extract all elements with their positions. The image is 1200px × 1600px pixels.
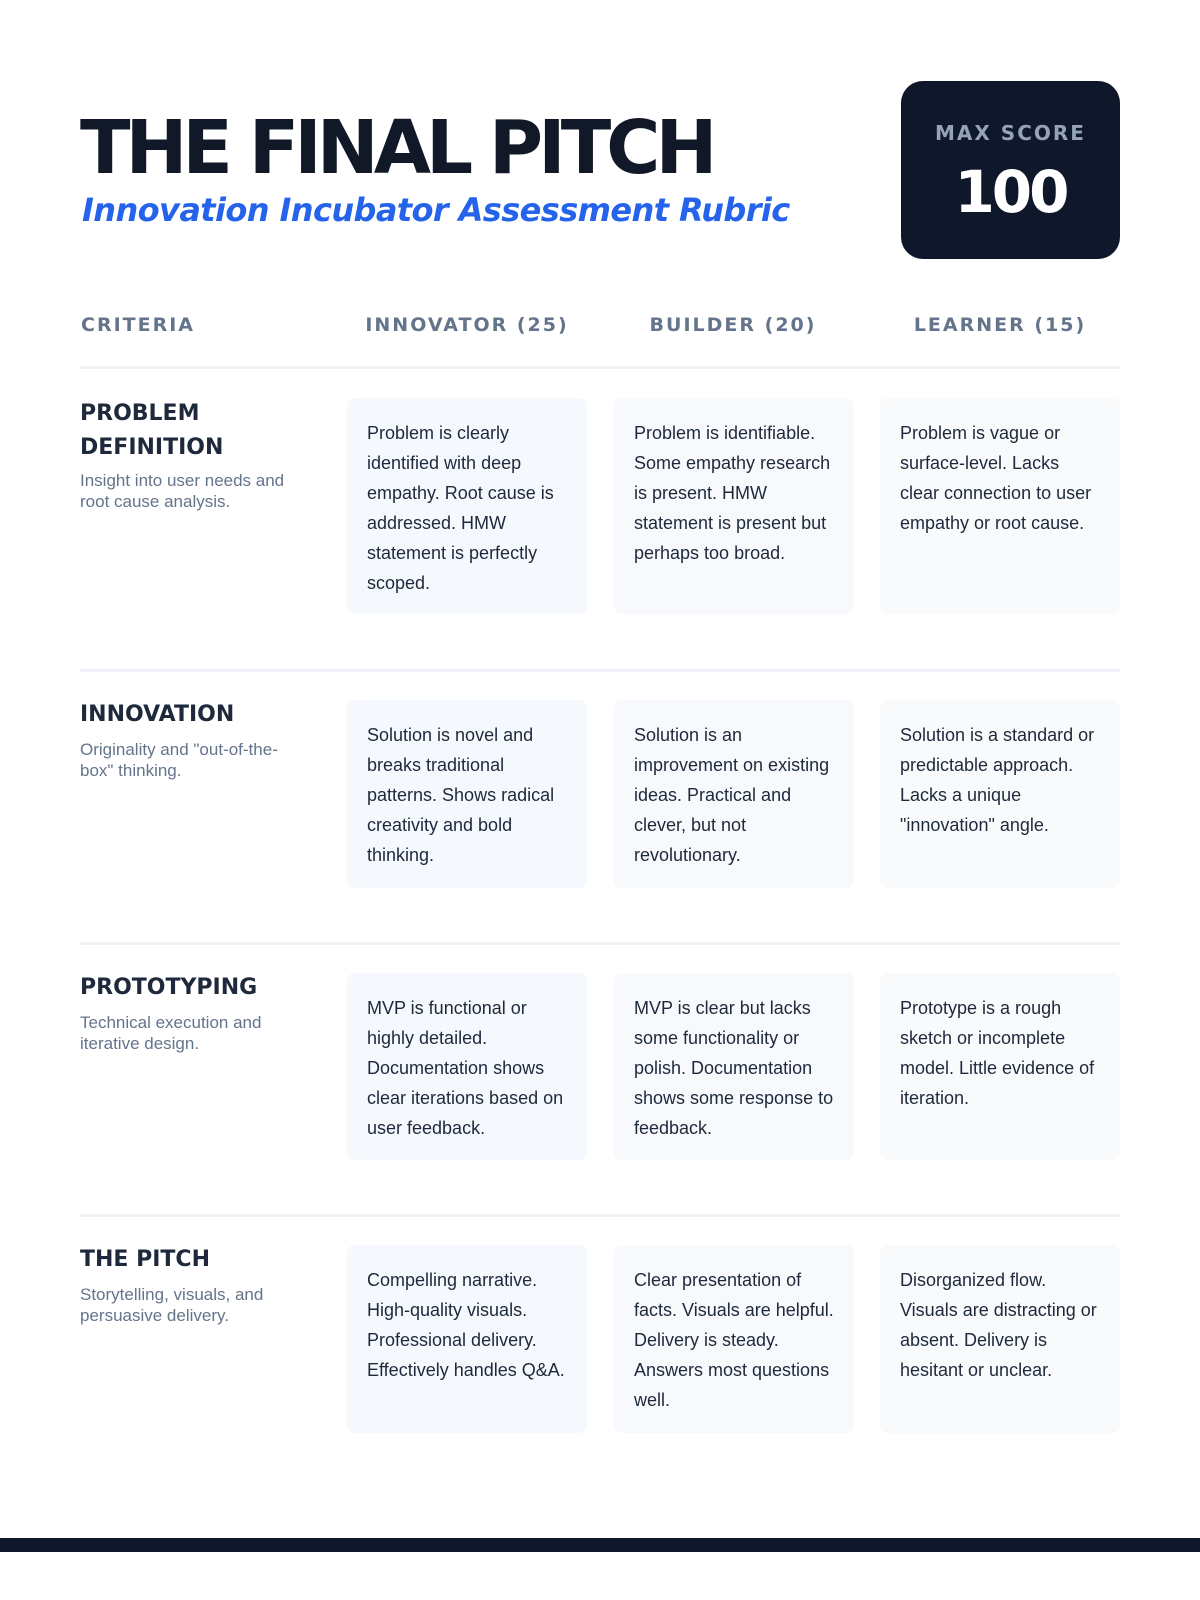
criterion-name: THE PITCH xyxy=(80,1247,210,1272)
criterion-description: Storytelling, visuals, and persuasive delivery. xyxy=(80,1285,264,1325)
rubric-cell-builder: Problem is identifiable. Some empathy research is present. HMW statement is present but perhaps too broad. xyxy=(614,398,854,614)
rubric-cell-learner: Problem is vague or surface-level. Lacks clear connection to user empathy or root cause. xyxy=(880,398,1120,614)
row-divider xyxy=(80,1214,1120,1217)
rubric-cell-innovator: Problem is clearly identified with deep empathy. Root cause is addressed. HMW statement is perfectly scoped. xyxy=(347,398,587,614)
criterion-description: Insight into user needs and root cause analysis. xyxy=(80,471,285,511)
criterion-name: PROBLEM DEFINITION xyxy=(80,401,224,460)
column-header-innovator: INNOVATOR (25) xyxy=(365,314,569,336)
rubric-cell-builder: MVP is clear but lacks some functionality or polish. Documentation shows some response to feedback. xyxy=(614,973,854,1160)
column-header-criteria: CRITERIA xyxy=(81,314,195,336)
max-score-badge xyxy=(901,81,1120,259)
rubric-cell-builder: Solution is an improvement on existing ideas. Practical and clever, but not revolutionary. xyxy=(614,700,854,888)
rubric-cell-builder: Clear presentation of facts. Visuals are helpful. Delivery is steady. Answers most questions well. xyxy=(614,1245,854,1433)
rubric-cell-innovator: Compelling narrative. High-quality visuals. Professional delivery. Effectively handles Q&A. xyxy=(347,1245,587,1433)
criterion-name: INNOVATION xyxy=(80,702,235,727)
page-subtitle: Innovation Incubator Assessment Rubric xyxy=(82,191,790,229)
criterion-name: PROTOTYPING xyxy=(80,975,258,1000)
row-divider xyxy=(80,942,1120,945)
rubric-cell-innovator: MVP is functional or highly detailed. Documentation shows clear iterations based on user feedback. xyxy=(347,973,587,1160)
max-score-value: 100 xyxy=(954,158,1067,226)
row-divider xyxy=(80,669,1120,672)
column-header-builder: BUILDER (20) xyxy=(649,314,817,336)
column-header-learner: LEARNER (15) xyxy=(913,314,1087,336)
footer-bar xyxy=(0,1538,1200,1552)
criterion-description: Technical execution and iterative design. xyxy=(80,1013,262,1053)
criterion-description: Originality and "out-of-the-box" thinking. xyxy=(80,740,278,780)
rubric-cell-innovator: Solution is novel and breaks traditional patterns. Shows radical creativity and bold thinking. xyxy=(347,700,587,888)
header-divider xyxy=(80,366,1120,369)
rubric-cell-learner: Solution is a standard or predictable approach. Lacks a unique "innovation" angle. xyxy=(880,700,1120,888)
rubric-cell-learner: Prototype is a rough sketch or incomplete model. Little evidence of iteration. xyxy=(880,973,1120,1160)
page-title: THE FINAL PITCH xyxy=(80,105,713,191)
rubric-cell-learner: Disorganized flow. Visuals are distracting or absent. Delivery is hesitant or unclear. xyxy=(880,1245,1120,1433)
max-score-label: MAX SCORE xyxy=(935,121,1086,145)
